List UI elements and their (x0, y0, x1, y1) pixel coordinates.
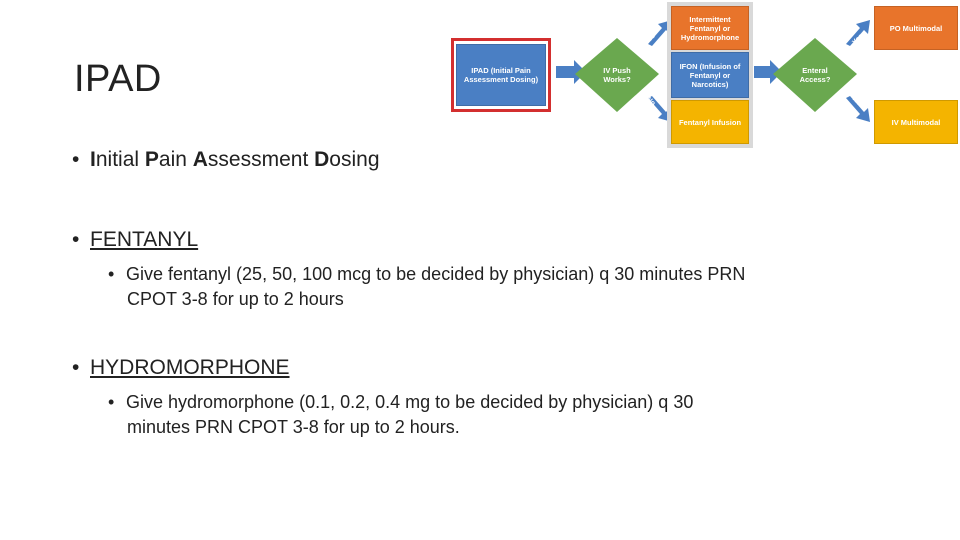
bullet-dot: • (72, 228, 80, 251)
enteral-diamond-label: Enteral Access? (799, 66, 831, 84)
hydromorphone-line-1: Give hydromorphone (0.1, 0.2, 0.4 mg to be decided by physician) q 30 (126, 392, 694, 412)
yes-label-2: Yes (851, 32, 865, 47)
bullet-fentanyl (72, 228, 198, 252)
acronym-letter: D (314, 148, 330, 171)
slide-title: IPAD (74, 58, 162, 100)
yes-label-1: Yes (643, 32, 657, 47)
word-part: osing (329, 148, 380, 171)
no-label-2: No (850, 95, 863, 108)
intermittent-box: Intermittent Fentanyl or Hydromorphone (671, 6, 749, 50)
fentanyl-line-1: Give fentanyl (25, 50, 100 mcg to be decided by physician) q 30 minutes PRN (126, 264, 746, 284)
hydromorphone-line-2: minutes PRN CPOT 3-8 for up to 2 hours. (127, 417, 460, 437)
hydromorphone-heading: HYDROMORPHONE (90, 356, 290, 379)
fentanyl-line-2: CPOT 3-8 for up to 2 hours (127, 289, 344, 309)
ifon-box: IFON (Infusion of Fentanyl or Narcotics) (671, 52, 749, 98)
acronym-letter: I (90, 148, 96, 171)
fentanyl-infusion-box: Fentanyl Infusion (671, 100, 749, 144)
sub-bullet-dot: • (108, 392, 115, 412)
ipad-box: IPAD (Initial Pain Assessment Dosing) (456, 44, 546, 106)
hydromorphone-instructions (108, 390, 848, 440)
no-label-1: No (644, 95, 657, 108)
sub-bullet-dot: • (108, 264, 115, 284)
word-part: ain (158, 148, 193, 171)
ivpush-diamond-label: IV Push Works? (603, 66, 631, 84)
bullet-dot: • (72, 148, 80, 171)
fentanyl-instructions (108, 262, 888, 312)
bullet-hydromorphone (72, 356, 290, 380)
acronym-letter: A (192, 148, 208, 171)
iv-multimodal-box: IV Multimodal (874, 100, 958, 144)
word-part: nitial (95, 148, 145, 171)
word-part: ssessment (207, 148, 315, 171)
bullet-ipad-definition (72, 148, 380, 172)
acronym-letter: P (144, 148, 159, 171)
fentanyl-heading: FENTANYL (90, 228, 199, 251)
flowchart (440, 0, 960, 160)
bullet-dot: • (72, 356, 80, 379)
po-multimodal-box: PO Multimodal (874, 6, 958, 50)
